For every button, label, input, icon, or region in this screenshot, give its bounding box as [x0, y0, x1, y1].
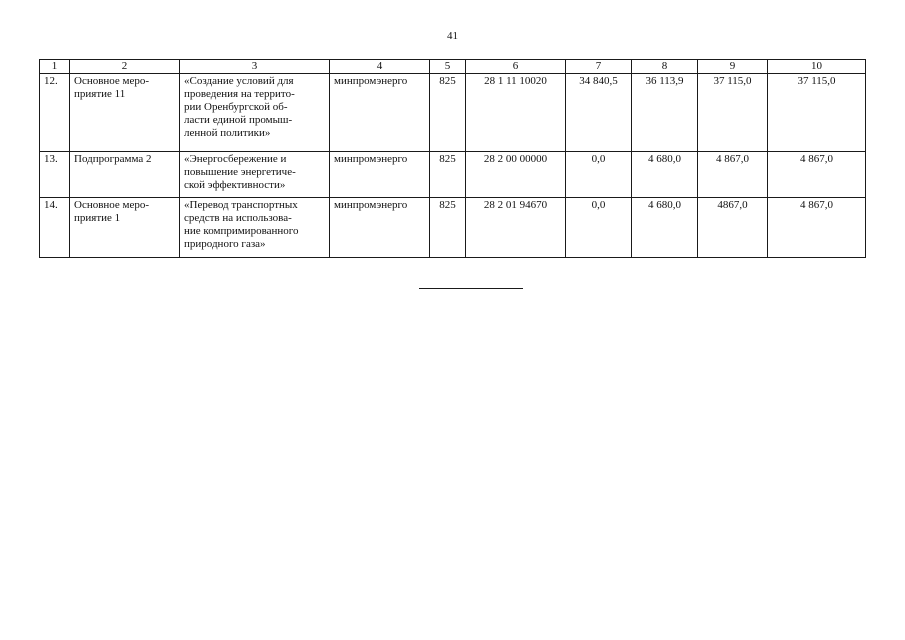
measure-name: Основное меро- приятие 1 — [70, 198, 180, 258]
amount-col-8: 4 680,0 — [632, 152, 698, 198]
measure-name: Основное меро- приятие 11 — [70, 74, 180, 152]
column-header: 3 — [180, 60, 330, 74]
budget-classification-code: 28 2 00 00000 — [466, 152, 566, 198]
column-header: 7 — [566, 60, 632, 74]
amount-col-7: 0,0 — [566, 198, 632, 258]
responsible-executor: минпромэнерго — [330, 152, 430, 198]
page-number: 41 — [447, 30, 458, 42]
measure-description: «Перевод транспортных средств на использова- ние компримированного природного газа» — [180, 198, 330, 258]
amount-col-10: 37 115,0 — [768, 74, 866, 152]
budget-classification-code: 28 2 01 94670 — [466, 198, 566, 258]
column-header: 9 — [698, 60, 768, 74]
amount-col-10: 4 867,0 — [768, 152, 866, 198]
responsible-executor: минпромэнерго — [330, 74, 430, 152]
column-header: 5 — [430, 60, 466, 74]
budget-classification-code: 28 1 11 10020 — [466, 74, 566, 152]
row-number: 13. — [40, 152, 70, 198]
measure-description: «Создание условий для проведения на террито- рии Оренбургской об- ласти единой промыш- ленной политики» — [180, 74, 330, 152]
column-header: 1 — [40, 60, 70, 74]
column-header: 6 — [466, 60, 566, 74]
amount-col-8: 36 113,9 — [632, 74, 698, 152]
row-number: 12. — [40, 74, 70, 152]
amount-col-10: 4 867,0 — [768, 198, 866, 258]
grbs-code: 825 — [430, 152, 466, 198]
grbs-code: 825 — [430, 198, 466, 258]
table-row — [40, 152, 866, 198]
amount-col-9: 4867,0 — [698, 198, 768, 258]
column-header: 4 — [330, 60, 430, 74]
column-header: 2 — [70, 60, 180, 74]
measure-description: «Энергосбережение и повышение энергетиче- ской эффективности» — [180, 152, 330, 198]
amount-col-9: 37 115,0 — [698, 74, 768, 152]
amount-col-8: 4 680,0 — [632, 198, 698, 258]
budget-table — [39, 59, 866, 258]
column-header: 10 — [768, 60, 866, 74]
table-row — [40, 198, 866, 258]
column-header: 8 — [632, 60, 698, 74]
amount-col-7: 34 840,5 — [566, 74, 632, 152]
grbs-code: 825 — [430, 74, 466, 152]
row-number: 14. — [40, 198, 70, 258]
amount-col-7: 0,0 — [566, 152, 632, 198]
table-header-row — [40, 60, 866, 74]
end-of-table-rule — [419, 288, 523, 289]
measure-name: Подпрограмма 2 — [70, 152, 180, 198]
table-row — [40, 74, 866, 152]
responsible-executor: минпромэнерго — [330, 198, 430, 258]
amount-col-9: 4 867,0 — [698, 152, 768, 198]
